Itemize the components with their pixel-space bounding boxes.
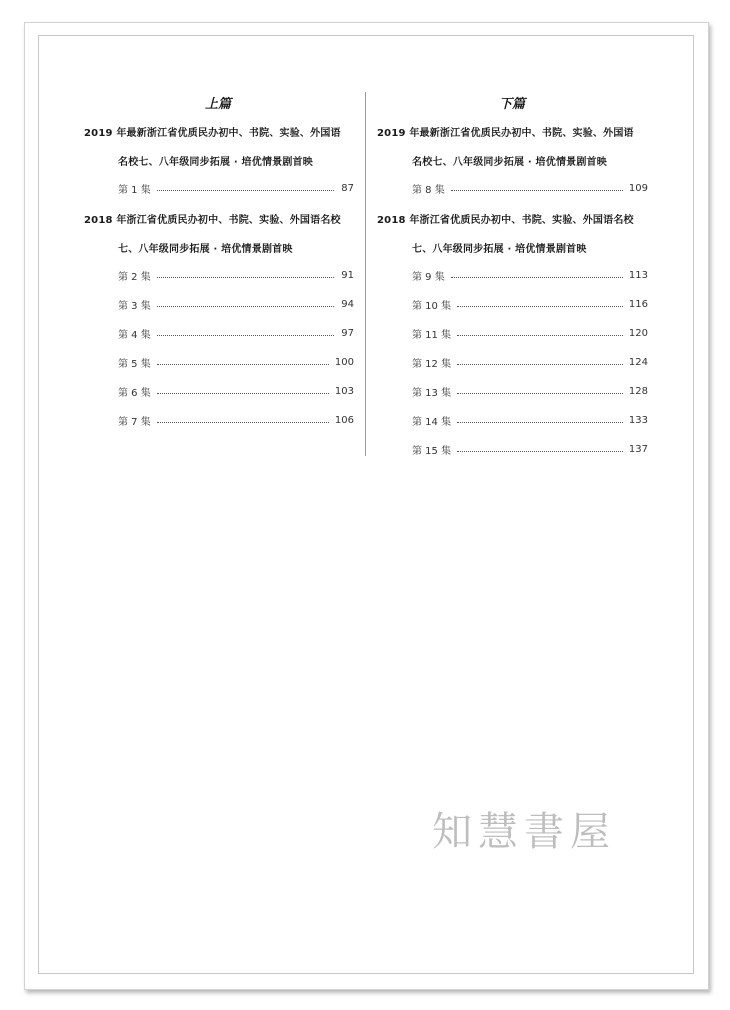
- leader-dots: [157, 305, 334, 307]
- toc-entry-page: 87: [341, 182, 354, 194]
- column-divider: [365, 92, 366, 456]
- toc-entry[interactable]: [118, 413, 354, 427]
- toc-entry-label: 第 8 集: [412, 184, 445, 196]
- toc-entry-label: 第 5 集: [118, 358, 151, 370]
- toc-entry-label: 第 13 集: [412, 387, 452, 399]
- left-section1-line1: 2019 年最新浙江省优质民办初中、书院、实验、外国语: [84, 128, 341, 139]
- toc-entry[interactable]: [412, 181, 648, 195]
- right-section1-line1: 2019 年最新浙江省优质民办初中、书院、实验、外国语: [377, 128, 634, 139]
- toc-entry-page: 124: [628, 356, 648, 368]
- leader-dots: [451, 276, 623, 278]
- leader-dots: [457, 421, 623, 423]
- leader-dots: [157, 421, 329, 423]
- toc-entry-page: 97: [341, 327, 354, 339]
- leader-dots: [157, 334, 334, 336]
- toc-entry-label: 第 2 集: [118, 271, 151, 283]
- toc-entry[interactable]: [412, 297, 648, 311]
- toc-entry[interactable]: [118, 326, 354, 340]
- leader-dots: [157, 189, 334, 191]
- toc-entry[interactable]: [118, 355, 354, 369]
- toc-entry-label: 第 12 集: [412, 358, 452, 370]
- toc-entry-page: 109: [628, 182, 648, 194]
- toc-entry[interactable]: [118, 297, 354, 311]
- leader-dots: [451, 189, 623, 191]
- toc-entry-page: 103: [334, 385, 354, 397]
- toc-entry[interactable]: [118, 268, 354, 282]
- toc-entry[interactable]: [412, 268, 648, 282]
- toc-entry-page: 120: [628, 327, 648, 339]
- leader-dots: [457, 363, 623, 365]
- toc-entry-label: 第 11 集: [412, 329, 452, 341]
- toc-entry-page: 133: [628, 414, 648, 426]
- toc-entry-label: 第 10 集: [412, 300, 452, 312]
- right-section2-line1: 2018 年浙江省优质民办初中、书院、实验、外国语名校: [377, 215, 634, 226]
- left-section2-line1: 2018 年浙江省优质民办初中、书院、实验、外国语名校: [84, 215, 341, 226]
- left-section1-line2: 名校七、八年级同步拓展 · 培优情景剧首映: [118, 157, 313, 168]
- toc-entry[interactable]: [412, 355, 648, 369]
- leader-dots: [157, 392, 329, 394]
- leader-dots: [457, 392, 623, 394]
- toc-entry-page: 91: [341, 269, 354, 281]
- toc-entry-page: 116: [628, 298, 648, 310]
- toc-entry-label: 第 7 集: [118, 416, 151, 428]
- toc-entry[interactable]: [118, 181, 354, 195]
- toc-entry-page: 113: [628, 269, 648, 281]
- leader-dots: [157, 363, 329, 365]
- toc-entry[interactable]: [412, 326, 648, 340]
- toc-entry-page: 100: [334, 356, 354, 368]
- toc-entry-page: 137: [628, 443, 648, 455]
- toc-entry-label: 第 4 集: [118, 329, 151, 341]
- toc-entry-label: 第 9 集: [412, 271, 445, 283]
- toc-entry-label: 第 15 集: [412, 445, 452, 457]
- toc-entry-page: 94: [341, 298, 354, 310]
- toc-entry-label: 第 6 集: [118, 387, 151, 399]
- toc-entry[interactable]: [412, 442, 648, 456]
- toc-entry-page: 128: [628, 385, 648, 397]
- toc-entry[interactable]: [412, 413, 648, 427]
- left-section2-line2: 七、八年级同步拓展 · 培优情景剧首映: [118, 244, 293, 255]
- toc-entry-label: 第 3 集: [118, 300, 151, 312]
- leader-dots: [157, 276, 334, 278]
- watermark-logo: 知慧書屋: [432, 809, 616, 855]
- leader-dots: [457, 334, 623, 336]
- toc-entry[interactable]: [412, 384, 648, 398]
- leader-dots: [457, 305, 623, 307]
- right-section1-line2: 名校七、八年级同步拓展 · 培优情景剧首映: [412, 157, 607, 168]
- toc-entry-page: 106: [334, 414, 354, 426]
- toc-entry-label: 第 14 集: [412, 416, 452, 428]
- right-part-title: 下篇: [498, 97, 526, 112]
- right-section2-line2: 七、八年级同步拓展 · 培优情景剧首映: [412, 244, 587, 255]
- left-part-title: 上篇: [204, 97, 232, 112]
- toc-entry-label: 第 1 集: [118, 184, 151, 196]
- toc-entry[interactable]: [118, 384, 354, 398]
- leader-dots: [457, 450, 623, 452]
